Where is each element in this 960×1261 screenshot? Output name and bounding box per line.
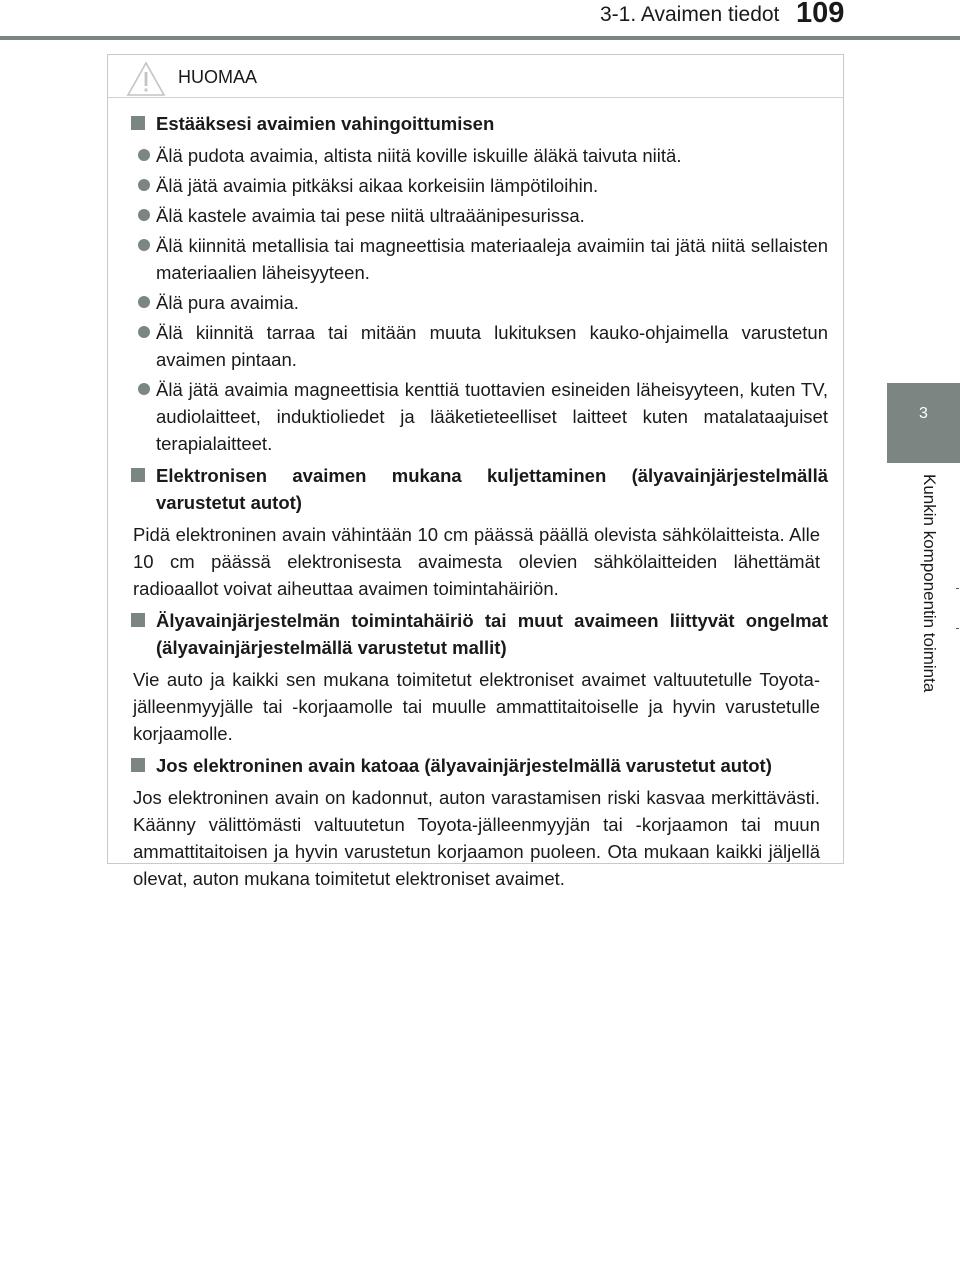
list-item: Älä kastele avaimia tai pese niitä ultraäänipesurissa. — [131, 202, 828, 229]
margin-tick — [956, 628, 959, 629]
section-heading: Estääksesi avaimien vahingoittumisen — [131, 110, 828, 137]
chapter-number: 3 — [919, 405, 928, 422]
page-number: 109 — [796, 0, 845, 29]
round-bullet-icon — [138, 326, 150, 338]
warning-triangle-icon — [126, 61, 166, 97]
section-heading: Jos elektroninen avain katoaa (älyavainjärjestelmällä varustetut autot) — [131, 752, 828, 779]
square-bullet-icon — [131, 758, 145, 772]
section-heading: Älyavainjärjestelmän toimintahäiriö tai muut avaimeen liittyvät ongelmat (älyavainjärjestelmällä varustetut mallit) — [131, 607, 828, 661]
section-text: Vie auto ja kaikki sen mukana toimitetut elektroniset avaimet valtuutetulle Toyota-jälleenmyyjälle tai -korjaamolle tai muulle ammattitaitoiselle ja hyvin varustetulle korjaamolle. — [133, 669, 820, 744]
round-bullet-icon — [138, 179, 150, 191]
notice-content — [108, 110, 843, 897]
round-bullet-icon — [138, 296, 150, 308]
list-item: Älä pudota avaimia, altista niitä koville iskuille äläkä taivuta niitä. — [131, 142, 828, 169]
round-bullet-icon — [138, 149, 150, 161]
section-title: 3-1. Avaimen tiedot — [600, 3, 780, 26]
section-heading: Elektronisen avaimen mukana kuljettaminen (älyavainjärjestelmällä varustetut autot) — [131, 462, 828, 516]
round-bullet-icon — [138, 239, 150, 251]
section-text: Jos elektroninen avain on kadonnut, auton varastamisen riski kasvaa merkittävästi. Käänny välittömästi valtuutetun Toyota-jälleenmyyjän tai -korjaamon tai muun ammattitaitoisen ja hyvin varustetun korjaamon puoleen. Ota mukaan kaikki jäljellä olevat, auton mukana toimitetut elektroniset avaimet. — [133, 787, 820, 889]
list-item: Älä jätä avaimia pitkäksi aikaa korkeisiin lämpötiloihin. — [131, 172, 828, 199]
list-item: Älä jätä avaimia magneettisia kenttiä tuottavien esineiden läheisyyteen, kuten TV, audiolaitteet, induktioliedet ja lääketieteelliset laitteet kuten matalataajuiset terapialaitteet. — [131, 376, 828, 457]
chapter-label: Kunkin komponentin toiminta — [920, 474, 939, 693]
round-bullet-icon — [138, 209, 150, 221]
square-bullet-icon — [131, 613, 145, 627]
list-item: Älä kiinnitä tarraa tai mitään muuta lukituksen kauko-ohjaimella varustetun avaimen pintaan. — [131, 319, 828, 373]
header-rule — [0, 36, 960, 40]
notice-title: HUOMAA — [178, 67, 258, 87]
section-text: Pidä elektroninen avain vähintään 10 cm päässä päällä olevista sähkölaitteista. Alle 10 cm päässä elektronisesta avaimesta olevien sähkölaitteiden lähettämät radioaallot voivat aiheuttaa avaimen toimintahäiriön. — [133, 524, 820, 599]
list-item: Älä kiinnitä metallisia tai magneettisia materiaaleja avaimiin tai jätä niitä sellaisten materiaalien läheisyyteen. — [131, 232, 828, 286]
notice-box — [107, 54, 844, 889]
chapter-tab — [887, 383, 960, 463]
notice-divider — [108, 97, 843, 98]
list-item: Älä pura avaimia. — [131, 289, 828, 316]
square-bullet-icon — [131, 116, 145, 130]
round-bullet-icon — [138, 383, 150, 395]
margin-tick — [956, 588, 959, 589]
square-bullet-icon — [131, 468, 145, 482]
